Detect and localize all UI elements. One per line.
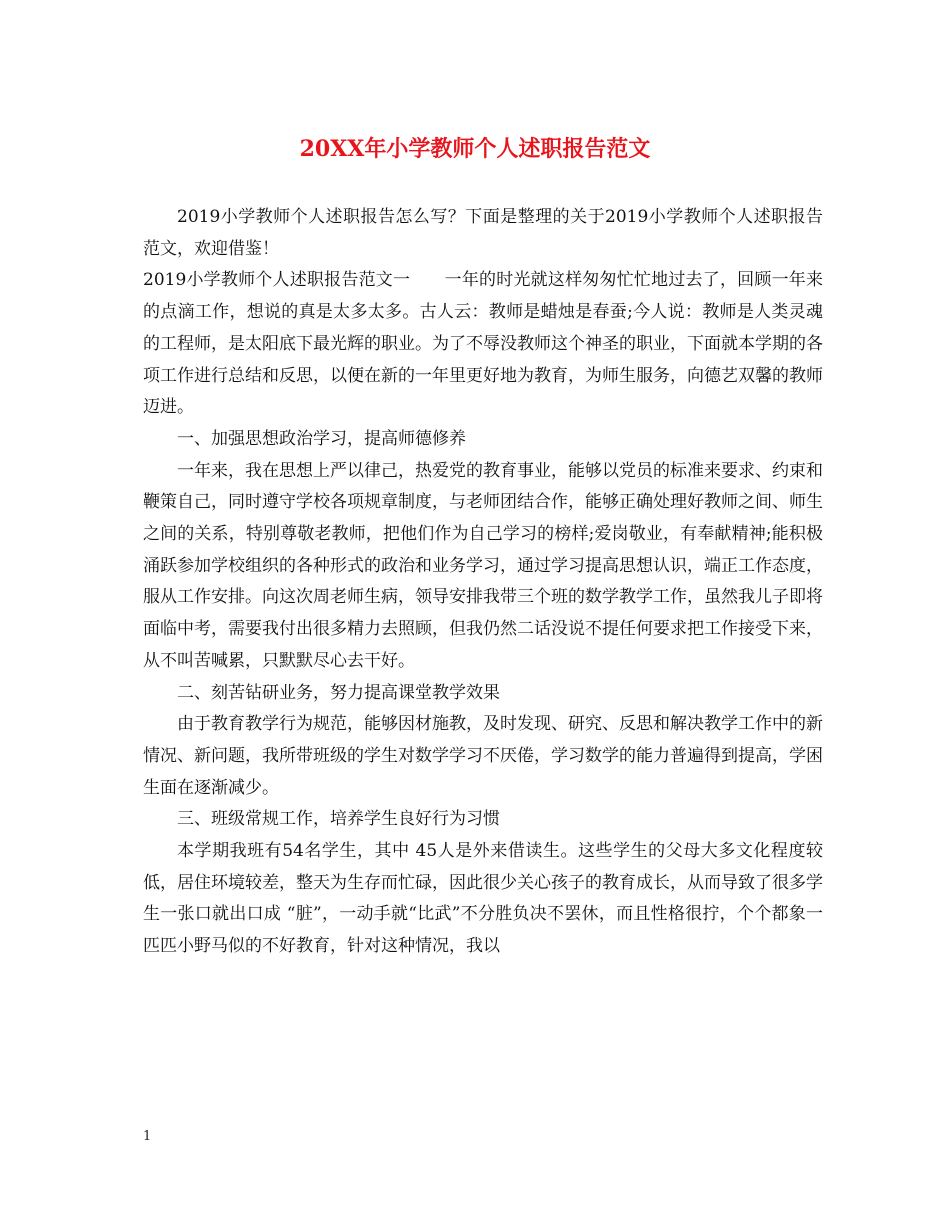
section-heading-2: 二、刻苦钻研业务，努力提高课堂教学效果 — [177, 682, 500, 703]
page-number: 1 — [143, 1129, 152, 1144]
section-heading-1: 一、加强思想政治学习，提高师德修养 — [177, 428, 466, 449]
document-body — [143, 202, 823, 963]
report-one-paragraph: 2019小学教师个人述职报告范文一 一年的时光就这样匆匆忙忙地过去了，回顾一年来的点滴工作，想说的真是太多太多。古人云：教师是蜡烛是春蚕;今人说：教师是人类灵魂的工程师，是太阳底下最光辉的职业。为了不辱没教师这个神圣的职业，下面就本学期的各项工作进行总结和反思，以便在新的一年里更好地为教育，为师生服务，向德艺双馨的教师迈进。 — [143, 270, 823, 418]
section-1-paragraph: 一年来，我在思想上严以律己，热爱党的教育事业，能够以党员的标准来要求、约束和鞭策自己，同时遵守学校各项规章制度，与老师团结合作，能够正确处理好教师之间、师生之间的关系，特别尊敬老教师，把他们作为自己学习的榜样;爱岗敬业，有奉献精神;能积极涌跃参加学校组织的各种形式的政治和业务学习，通过学习提高思想认识，端正工作态度，服从工作安排。向这次周老师生病，领导安排我带三个班的数学教学工作，虽然我儿子即将面临中考，需要我付出很多精力去照顾，但我仍然二话没说不提任何要求把工作接受下来，从不叫苦喊累，只默默尽心去干好。 — [143, 460, 823, 671]
section-heading-3: 三、班级常规工作，培养学生良好行为习惯 — [177, 809, 500, 830]
section-3-paragraph: 本学期我班有54名学生，其中 45人是外来借读生。这些学生的父母大多文化程度较低，居住环境较差，整天为生存而忙碌，因此很少关心孩子的教育成长，从而导致了很多学生一张口就出口成 “脏”，一动手就“比武”不分胜负决不罢休，而且性格很拧，个个都象一匹匹小野马似的不好教育，针对这种情况，我以 — [143, 841, 823, 957]
section-2-paragraph: 由于教育教学行为规范，能够因材施教，及时发现、研究、反思和解决教学工作中的新情况、新问题，我所带班级的学生对数学学习不厌倦，学习数学的能力普遍得到提高，学困生面在逐渐减少。 — [143, 714, 823, 798]
document-title: 20XX年小学教师个人述职报告范文 — [299, 136, 651, 162]
intro-paragraph: 2019小学教师个人述职报告怎么写？下面是整理的关于2019小学教师个人述职报告范文，欢迎借鉴！ — [143, 207, 823, 259]
